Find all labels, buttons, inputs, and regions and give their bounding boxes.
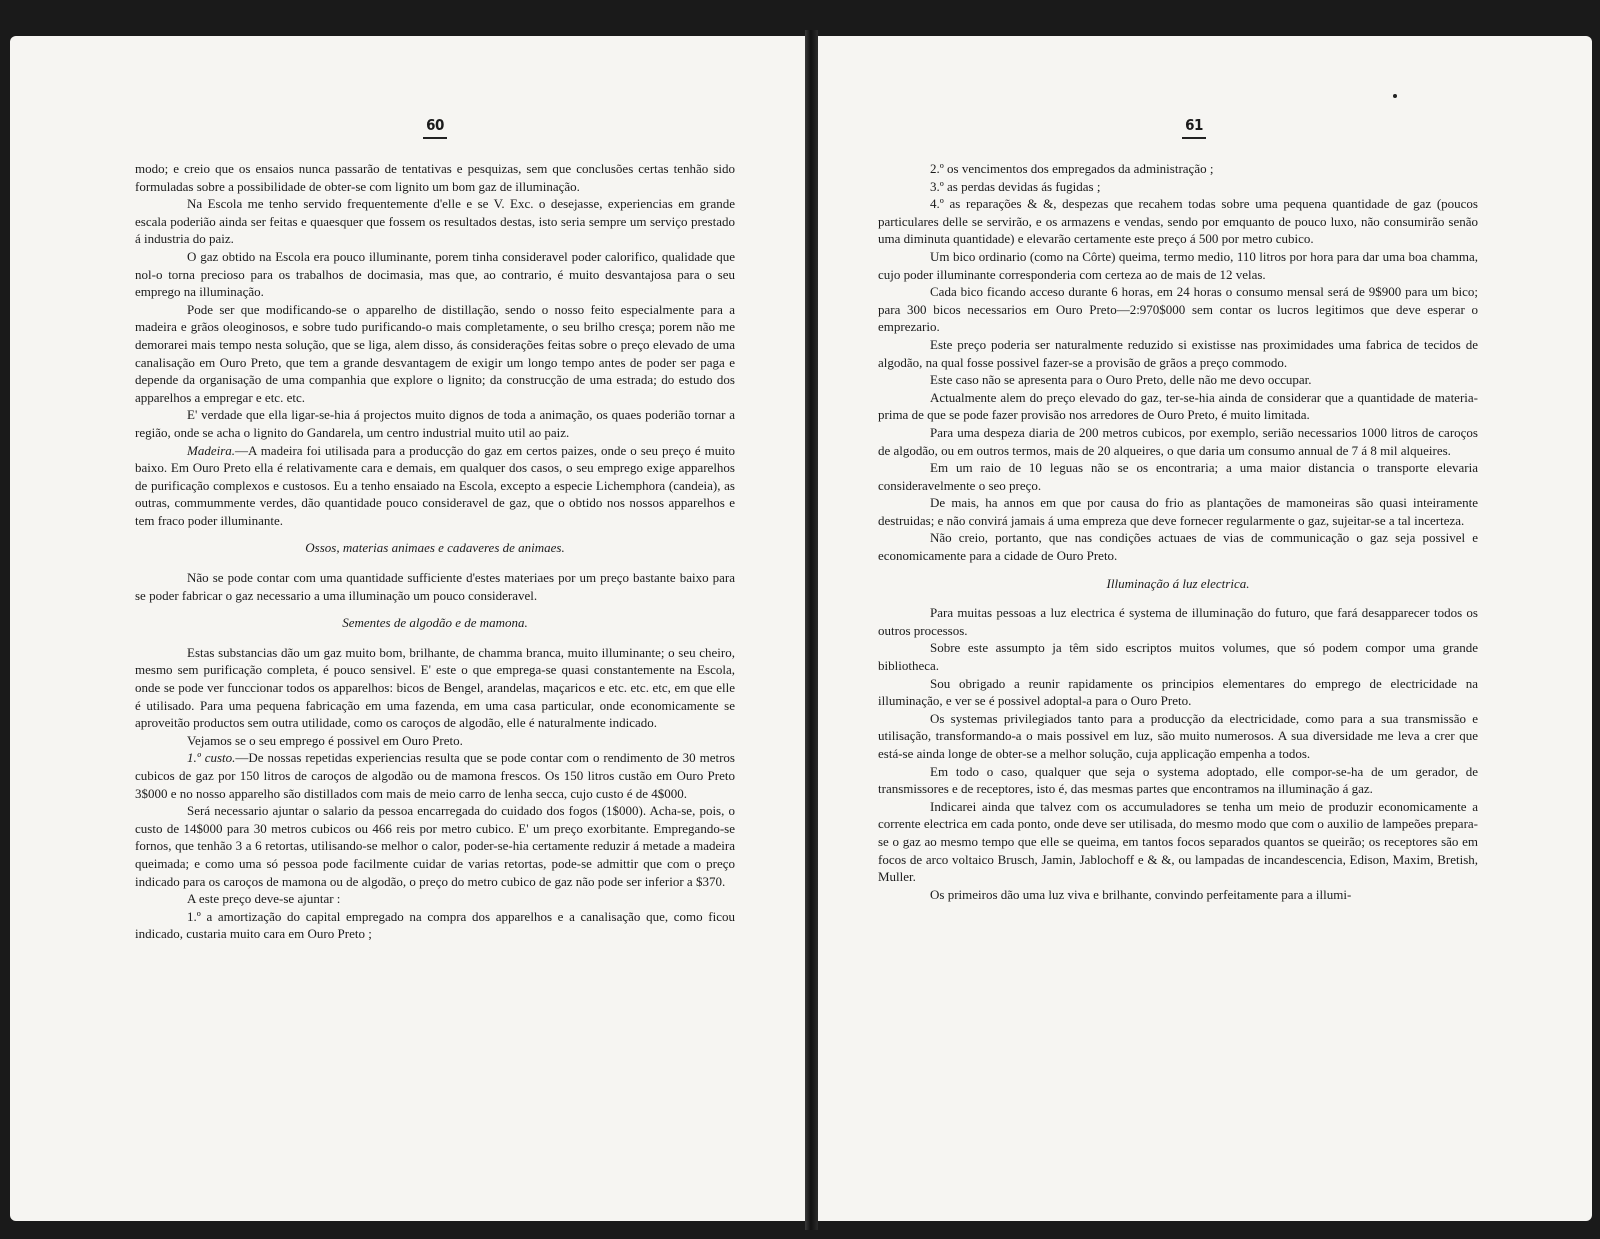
list-item: 3.º as perdas devidas ás fugidas ; [930,178,1101,194]
paragraph: Um bico ordinario (como na Côrte) queima, termo medio, 110 litros por hora para dar uma boa chamma, cujo poder illuminante corresponderia com certeza ao de mais de 12 velas. [878,248,1478,282]
left-page [10,36,805,1221]
page-number-right: 61 [1174,116,1214,139]
paragraph: Sobre este assumpto ja têm sido escriptos muitos volumes, que só podem compor uma grande bibliotheca. [878,640,1478,674]
list-item: 4.º as reparações & &, despezas que recahem todas sobre uma pequena quantidade de gaz (poucos particulares delle se servirão, e os armazens e vendas, sendo por emquanto de pouco luxo, não consumirão senão uma diminuta quantidade) e elevarão certamente este preço á 500 por metro cubico. [878,196,1478,247]
paragraph: De mais, ha annos em que por causa do frio as plantações de mamoneiras são quasi inteiramente destruidas; e não convirá jamais á uma empreza que deve fornecer regularmente o gaz, sujeitar-se a tal incerteza. [878,495,1478,528]
paragraph-madeira [135,442,735,530]
paragraph: A este preço deve-se ajuntar : [187,891,341,907]
paragraph: Vejamos se o seu emprego é possivel em Ouro Preto. [187,732,463,748]
section-heading-luz: Illuminação á luz electrica. [1106,575,1250,591]
paragraph: Não se pode contar com uma quantidade sufficiente d'estes materiaes por um preço bastante baixo para se poder fabricar o gaz necessario a uma illuminação um pouco consideravel. [135,570,735,603]
section-heading-ossos: Ossos, materias animaes e cadaveres de animaes. [305,540,565,556]
paragraph-custo [135,749,735,802]
page-number-left: 60 [415,116,455,139]
paragraph: O gaz obtido na Escola era pouco illuminante, porem tinha consideravel poder calorifico, qualidade que nol-o torna precioso para os trabalhos de docimasia, mas que, ao contrario, é muito desvantajosa para o seu emprego na illuminação. [135,248,735,300]
paragraph: 1.º a amortização do capital empregado na compra dos apparelhos e a canalisação que, como ficou indicado, custaria muito cara em Ouro Preto ; [135,908,735,942]
custo-text: —De nossas repetidas experiencias resulta que se pode contar com o rendimento de 30 metros cubicos de gaz por 150 litros de caroços de algodão ou de mamona frescos. Os 150 litros custão em Ouro Preto 3$000 e no nosso apparelho são distillados com mais de meio carro de lenha secca, cujo custo é de 4$000. [135,750,735,801]
paragraph: Este caso não se apresenta para o Ouro Preto, delle não me devo occupar. [930,372,1312,388]
paragraph: Em um raio de 10 leguas não se os encontraria; a uma maior distancia o transporte elevaria consideravelmente o seo preço. [878,460,1478,493]
paragraph: E' verdade que ella ligar-se-hia á projectos muito dignos de toda a animação, os quaes poderião tornar a região, onde se acha o lignito do Gandarela, um centro industrial muito util ao paiz. [135,407,735,440]
paragraph: Este preço poderia ser naturalmente reduzido si existisse nas proximidades uma fabrica de tecidos de algodão, na qual fosse possivel fazer-se a provisão de grãos a preço commodo. [878,336,1478,370]
book-gutter [805,30,818,1230]
custo-label: 1.º custo. [187,750,236,766]
list-item: 2.º os vencimentos dos empregados da administração ; [930,161,1214,176]
ink-speck [1393,94,1397,98]
paragraph: Será necessario ajuntar o salario da pessoa encarregada do cuidado dos fogos (1$000). Acha-se, pois, o custo de 14$000 para 30 metros cubicos ou 466 reis por metro cubico. E' um preço exorbitante. Empregando-se fornos, que tenhão 3 a 6 retortas, utilisando-se melhor o calor, poder-se-hia certamente reduzir á metade a madeira queimada; e como uma só pessoa pode facilmente cuidar de varias retortas, pode-se admittir que com o preço indicado para os caroços de mamona ou de algodão, o preço do metro cubico de gaz não pode ser inferior a $370. [135,803,735,889]
paragraph: Sou obrigado a reunir rapidamente os principios elementares do emprego de electricidade na illuminação, e ver se é possivel adoptal-a para o Ouro Preto. [878,675,1478,709]
paragraph: Não creio, portanto, que nas condições actuaes de vias de communicação o gaz seja possivel e economicamente para a cidade de Ouro Preto. [878,530,1478,564]
paragraph: Para muitas pessoas a luz electrica é systema de illuminação do futuro, que fará desapparecer todos os outros processos. [878,605,1478,638]
paragraph: Para uma despeza diaria de 200 metros cubicos, por exemplo, serião necessarios 1000 litros de caroços de algodão, ou em outros termos, mais de 20 alqueires, o que daria um consumo annual de 7 á 8 mil alqueires. [878,424,1478,458]
paragraph: Cada bico ficando acceso durante 6 horas, em 24 horas o consumo mensal será de 9$900 para um bico; para 300 bicos necessarios em Ouro Preto—2:970$000 sem contar os lucros legitimos que deve esperar o emprezario. [878,284,1478,335]
right-page-text [878,160,1478,903]
paragraph: Em todo o caso, qualquer que seja o systema adoptado, elle compor-se-ha de um gerador, de transmissores e de receptores, isto é, das mesmas partes que encontramos na illuminação á gaz. [878,763,1478,797]
paragraph: Os primeiros dão uma luz viva e brilhante, convindo perfeitamente para a illumi- [930,886,1352,902]
paragraph: modo; e creio que os ensaios nunca passarão de tentativas e pesquizas, sem que conclusões certas tenhão sido formuladas sobre a possibilidade de obter-se com lignito um bom gaz de illuminação. [135,161,735,194]
section-heading-sementes: Sementes de algodão e de mamona. [342,615,528,631]
paragraph: Os systemas privilegiados tanto para a producção da electricidade, como para a sua transmissão e utilisação, transformando-a o mais possivel em luz, são muito numerosos. A sua diversidade me leva a crer que está-se ainda longe de obter-se a melhor solução, cuja applicação empenha a todos. [878,710,1478,761]
paragraph: Estas substancias dão um gaz muito bom, brilhante, de chamma branca, muito illuminante; o seu cheiro, mesmo sem purificação completa, é pouco sensivel. E' este o que emprega-se quasi constantemente na Escola, onde se pode ver funccionar todos os apparelhos: bicos de Bengel, arandelas, maçaricos e etc. etc. etc, em que elle é utilisado. Para uma pequena fabricação em uma fazenda, em uma casa particular, onde economicamente se aproveitão productos sem outra utilidade, como os caroços de algodão, elle é naturalmente indicado. [135,644,735,731]
madeira-text: —A madeira foi utilisada para a producção do gaz em certos paizes, onde o seu preço é muito baixo. Em Ouro Preto ella é relativamente cara e demais, em qualquer dos casos, o seu emprego exige apparelhos de purificação complexos e custosos. Eu a tenho ensaiado na Escola, excepto a especie Lichemphora (candeia), as outras, commummente verdes, dão quantidade pouco consideravel de gaz, que o obtido nos nossos apparelhos e tem fraco poder illuminante. [135,442,735,528]
paragraph: Pode ser que modificando-se o apparelho de distillação, sendo o nosso feito especialmente para a madeira e grãos oleoginosos, e sobre tudo purificando-o mais completamente, o seu brilho cresça; porem não me demorarei mais tempo nesta solução, que se liga, alem disso, ás considerações feitas sobre o preço elevado de uma canalisação em Ouro Preto, que tem a grande desvantagem de exigir um longo tempo antes de poder ser paga e depende da organisação de uma companhia que explore o lignito; da construcção de uma estrada; do estudo dos apparelhos a empregar e etc. etc. [135,301,735,405]
left-page-text [135,160,735,943]
paragraph: Actualmente alem do preço elevado do gaz, ter-se-hia ainda de considerar que a quantidade de materia-prima de que se pode fazer provisão nos arredores de Ouro Preto, é muito limitada. [878,389,1478,423]
paragraph: Na Escola me tenho servido frequentemente d'elle e se V. Exc. o desejasse, experiencias em grande escala poderião ainda ser feitas e quaesquer que fossem os resultados destas, isto seria sempre um serviço prestado á industria do paiz. [135,196,735,247]
right-page [818,36,1592,1221]
paragraph: Indicarei ainda que talvez com os accumuladores se tenha um meio de produzir economicamente a corrente electrica em cada ponto, onde deve ser utilisada, do mesmo modo que com o auxilio de lampeões prepara-se o gaz ao mesmo tempo que elle se queima, em tantos focos separados quantos se queirão; os receptores são em focos de arco voltaico Brusch, Jamin, Jablochoff e & &, ou lampadas de incandescencia, Edison, Maxim, Bretish, Muller. [878,798,1478,885]
madeira-label: Madeira. [187,442,236,458]
book-spread [10,30,1592,1230]
